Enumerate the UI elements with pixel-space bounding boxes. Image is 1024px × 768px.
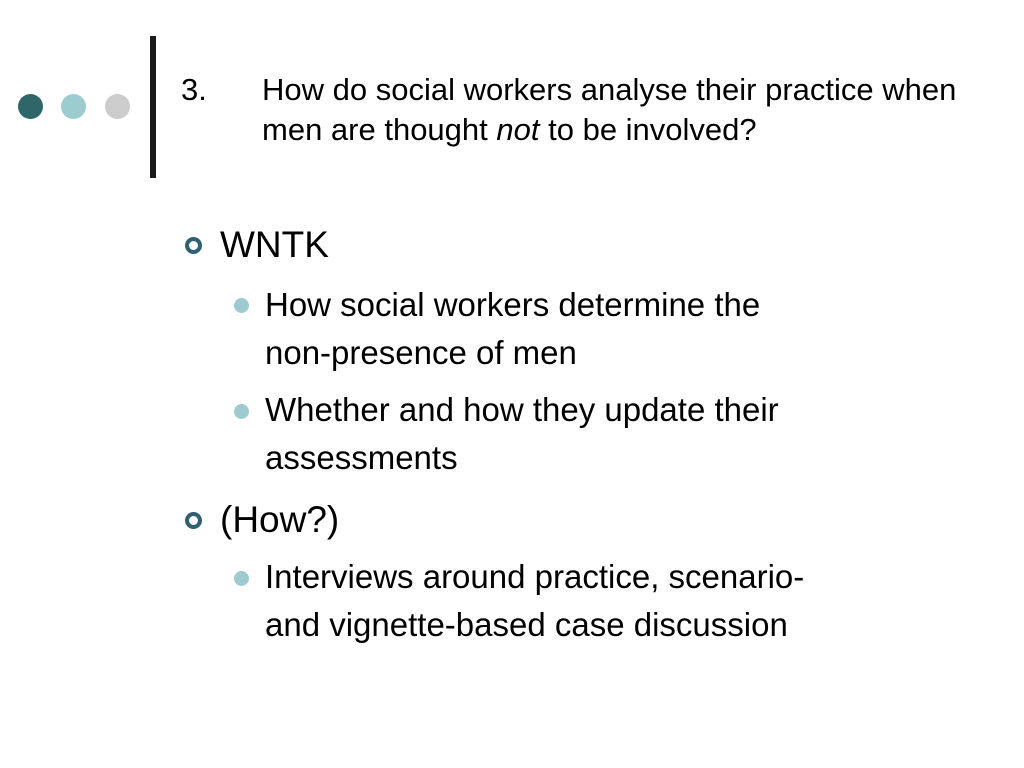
title-emphasis: not (496, 112, 540, 147)
subbullet-line: Interviews around practice, scenario- (265, 558, 805, 595)
subbullet-determine (265, 281, 965, 377)
bullet-wntk: WNTK (220, 224, 329, 265)
title-text-before: How do social workers analyse their practice when men are thought (262, 72, 957, 147)
dot-bullet-icon (234, 571, 249, 586)
dot-bullet-icon (234, 404, 249, 419)
ring-bullet-icon (185, 512, 202, 529)
slide-title-number: 3. (181, 72, 207, 107)
subbullet-line: Whether and how they update their (265, 391, 779, 428)
subbullet-line: and vignette-based case discussion (265, 606, 788, 643)
subbullet-line: non-presence of men (265, 334, 577, 371)
dot-bullet-icon (234, 298, 249, 313)
subbullet-line: assessments (265, 439, 458, 476)
subbullet-line: How social workers determine the (265, 286, 761, 323)
ring-bullet-icon (185, 237, 202, 254)
subbullet-interviews (265, 553, 965, 649)
subbullet-update (265, 386, 965, 482)
bullet-how: (How?) (220, 499, 340, 540)
title-text-after: to be involved? (539, 112, 757, 147)
